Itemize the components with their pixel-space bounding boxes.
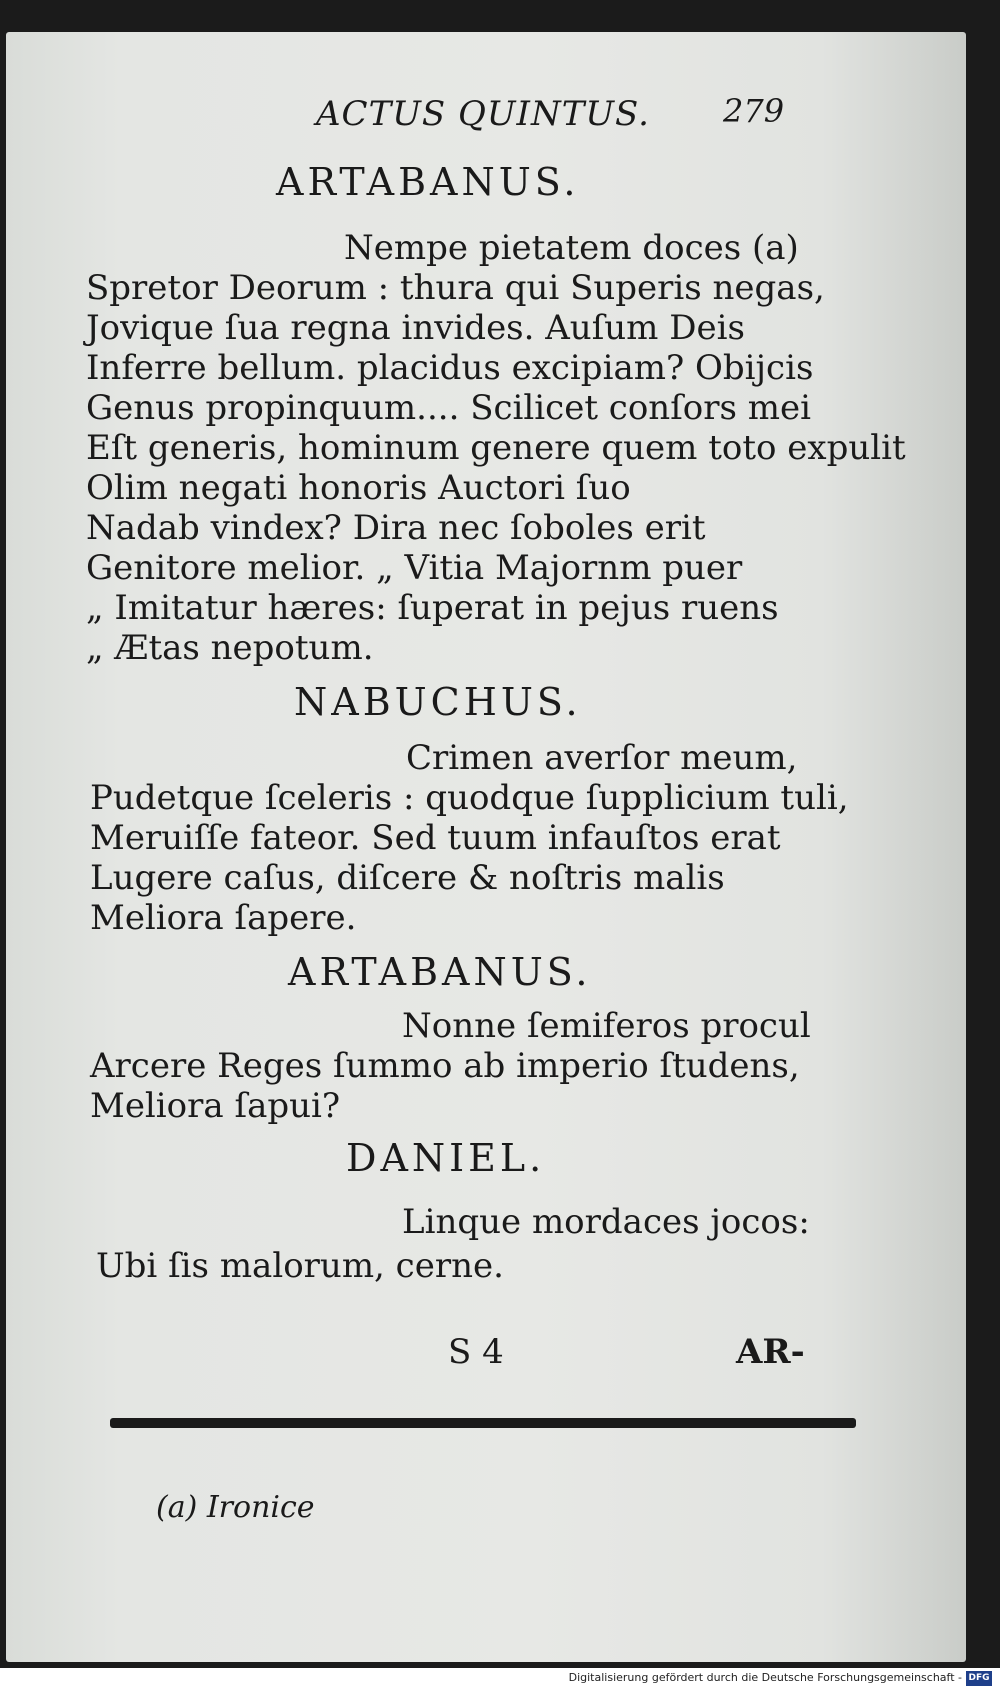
verse-line: Pudetque ſceleris : quodque ſupplicium tuli, <box>90 778 849 818</box>
speaker-heading: ARTABANUS. <box>276 160 580 204</box>
verse-line: Linque mordaces jocos: <box>402 1202 810 1242</box>
page-number: 279 <box>723 92 785 130</box>
verse-line: Meruiſſe fateor. Sed tuum infauſtos erat <box>90 818 781 858</box>
book-page <box>6 32 966 1662</box>
verse-line: Nadab vindex? Dira nec ſoboles erit <box>86 508 706 548</box>
verse-line: Eſt generis, hominum genere quem toto expulit <box>86 428 906 468</box>
speaker-heading: DANIEL. <box>346 1136 546 1180</box>
credit-bar <box>0 1668 1000 1690</box>
verse-line: Genus propinquum.... Scilicet conſors mei <box>86 388 811 428</box>
digitization-credit: Digitalisierung gefördert durch die Deutsche Forschungsgemeinschaft - <box>568 1671 962 1684</box>
verse-line: Spretor Deorum : thura qui Superis negas, <box>86 268 825 308</box>
verse-line: Jovique ſua regna invides. Auſum Deis <box>86 308 745 348</box>
running-head: ACTUS QUINTUS. <box>316 94 650 134</box>
dfg-logo: DFG <box>966 1671 992 1686</box>
verse-line: Olim negati honoris Auctori ſuo <box>86 468 631 508</box>
verse-line: Crimen averſor meum, <box>406 738 798 778</box>
verse-line: Lugere caſus, diſcere & noſtris malis <box>90 858 725 898</box>
verse-line: Inferre bellum. placidus excipiam? Obijcis <box>86 348 814 388</box>
signature-mark: S 4 <box>448 1332 504 1372</box>
verse-line: „ Ætas nepotum. <box>86 628 374 668</box>
verse-line: Meliora ſapere. <box>90 898 357 938</box>
footnote-rule <box>110 1418 856 1428</box>
verse-line: Ubi ſis malorum, cerne. <box>96 1246 504 1286</box>
catchword: AR- <box>736 1332 805 1372</box>
verse-line: Meliora ſapui? <box>90 1086 341 1126</box>
speaker-heading: ARTABANUS. <box>288 950 592 994</box>
footnote: (a) Ironice <box>156 1490 315 1525</box>
verse-line: Arcere Reges ſummo ab imperio ſtudens, <box>90 1046 800 1086</box>
verse-line: Nempe pietatem doces (a) <box>344 228 799 268</box>
verse-line: Nonne ſemiferos procul <box>402 1006 811 1046</box>
verse-line: „ Imitatur hæres: ſuperat in pejus ruens <box>86 588 779 628</box>
speaker-heading: NABUCHUS. <box>294 680 582 724</box>
verse-line: Genitore melior. „ Vitia Majornm puer <box>86 548 743 588</box>
